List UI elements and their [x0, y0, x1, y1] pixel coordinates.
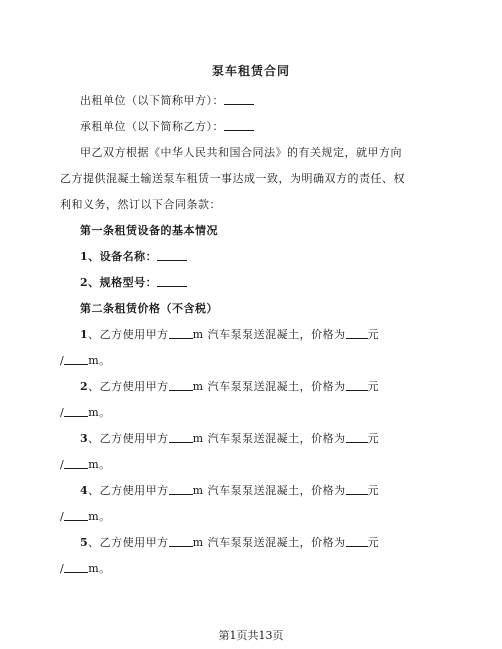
size-blank [169, 328, 193, 339]
price-item-line [80, 482, 379, 498]
price-item-line [80, 534, 379, 550]
volume-blank [64, 406, 88, 417]
party-b-label: 承租单位（以下简称乙方）： [80, 120, 224, 133]
price-item-unit: 元 [367, 328, 380, 341]
model-spec-label: 2、规格型号： [80, 276, 158, 289]
size-blank [169, 380, 193, 391]
party-b-line [80, 118, 254, 134]
price-blank [346, 484, 368, 495]
price-item-number: 3 [80, 432, 89, 445]
price-item-line [80, 430, 379, 446]
price-blank [346, 328, 368, 339]
intro-line-1: 甲乙双方根据《中华人民共和国合同法》的有关规定，就甲方向 [80, 146, 402, 159]
party-a-label: 出租单位（以下简称甲方）： [80, 94, 224, 107]
price-item-text-b: m 汽车泵泵送混凝土，价格为 [192, 432, 346, 445]
price-item-unit: 元 [367, 432, 380, 445]
price-item-number: 2 [80, 380, 89, 393]
price-item-unit: 元 [367, 536, 380, 549]
price-item-continuation [60, 456, 111, 472]
price-item-text-a: 、乙方使用甲方 [88, 328, 169, 341]
article-1-item-1 [80, 248, 187, 264]
price-item-number: 4 [80, 484, 89, 497]
price-item-continuation [60, 404, 111, 420]
volume-blank [64, 562, 88, 573]
intro-line-3: 利和义务，然订以下合同条款： [60, 198, 221, 211]
slash: / [60, 562, 65, 575]
price-item-text-a: 、乙方使用甲方 [88, 432, 169, 445]
price-blank [346, 380, 368, 391]
intro-line-2: 乙方提供混凝土输送泵车租赁一事达成一致，为明确双方的责任、权 [60, 172, 405, 185]
slash: / [60, 354, 65, 367]
slash: / [60, 510, 65, 523]
price-blank [346, 536, 368, 547]
cubic-unit: m。 [88, 458, 111, 471]
price-item-text-b: m 汽车泵泵送混凝土，价格为 [192, 484, 346, 497]
price-item-text-a: 、乙方使用甲方 [88, 380, 169, 393]
article-2-heading: 第二条租赁价格（不含税） [80, 302, 218, 315]
cubic-unit: m。 [88, 562, 111, 575]
price-blank [346, 432, 368, 443]
party-a-line [80, 92, 254, 108]
size-blank [169, 536, 193, 547]
party-a-blank [224, 94, 254, 105]
party-b-blank [224, 120, 254, 131]
cubic-unit: m。 [88, 354, 111, 367]
page-number: 第1页共13页 [218, 629, 284, 642]
volume-blank [64, 510, 88, 521]
article-1-item-2 [80, 274, 187, 290]
price-item-continuation [60, 352, 111, 368]
size-blank [169, 432, 193, 443]
price-item-unit: 元 [367, 380, 380, 393]
cubic-unit: m。 [88, 406, 111, 419]
price-item-unit: 元 [367, 484, 380, 497]
price-item-number: 5 [80, 536, 89, 549]
slash: / [60, 458, 65, 471]
volume-blank [64, 354, 88, 365]
price-item-text-b: m 汽车泵泵送混凝土，价格为 [192, 536, 346, 549]
price-item-text-b: m 汽车泵泵送混凝土，价格为 [192, 328, 346, 341]
cubic-unit: m。 [88, 510, 111, 523]
price-item-continuation [60, 560, 111, 576]
price-item-text-a: 、乙方使用甲方 [88, 536, 169, 549]
price-item-continuation [60, 508, 111, 524]
equipment-name-label: 1、设备名称： [80, 250, 158, 263]
price-item-text-b: m 汽车泵泵送混凝土，价格为 [192, 380, 346, 393]
size-blank [169, 484, 193, 495]
equipment-name-blank [157, 250, 187, 261]
price-item-line [80, 378, 379, 394]
price-item-text-a: 、乙方使用甲方 [88, 484, 169, 497]
document-title: 泵车租赁合同 [211, 64, 290, 78]
model-spec-blank [157, 276, 187, 287]
price-item-number: 1 [80, 328, 89, 341]
slash: / [60, 406, 65, 419]
volume-blank [64, 458, 88, 469]
article-1-heading: 第一条租赁设备的基本情况 [80, 224, 218, 237]
price-item-line [80, 326, 379, 342]
